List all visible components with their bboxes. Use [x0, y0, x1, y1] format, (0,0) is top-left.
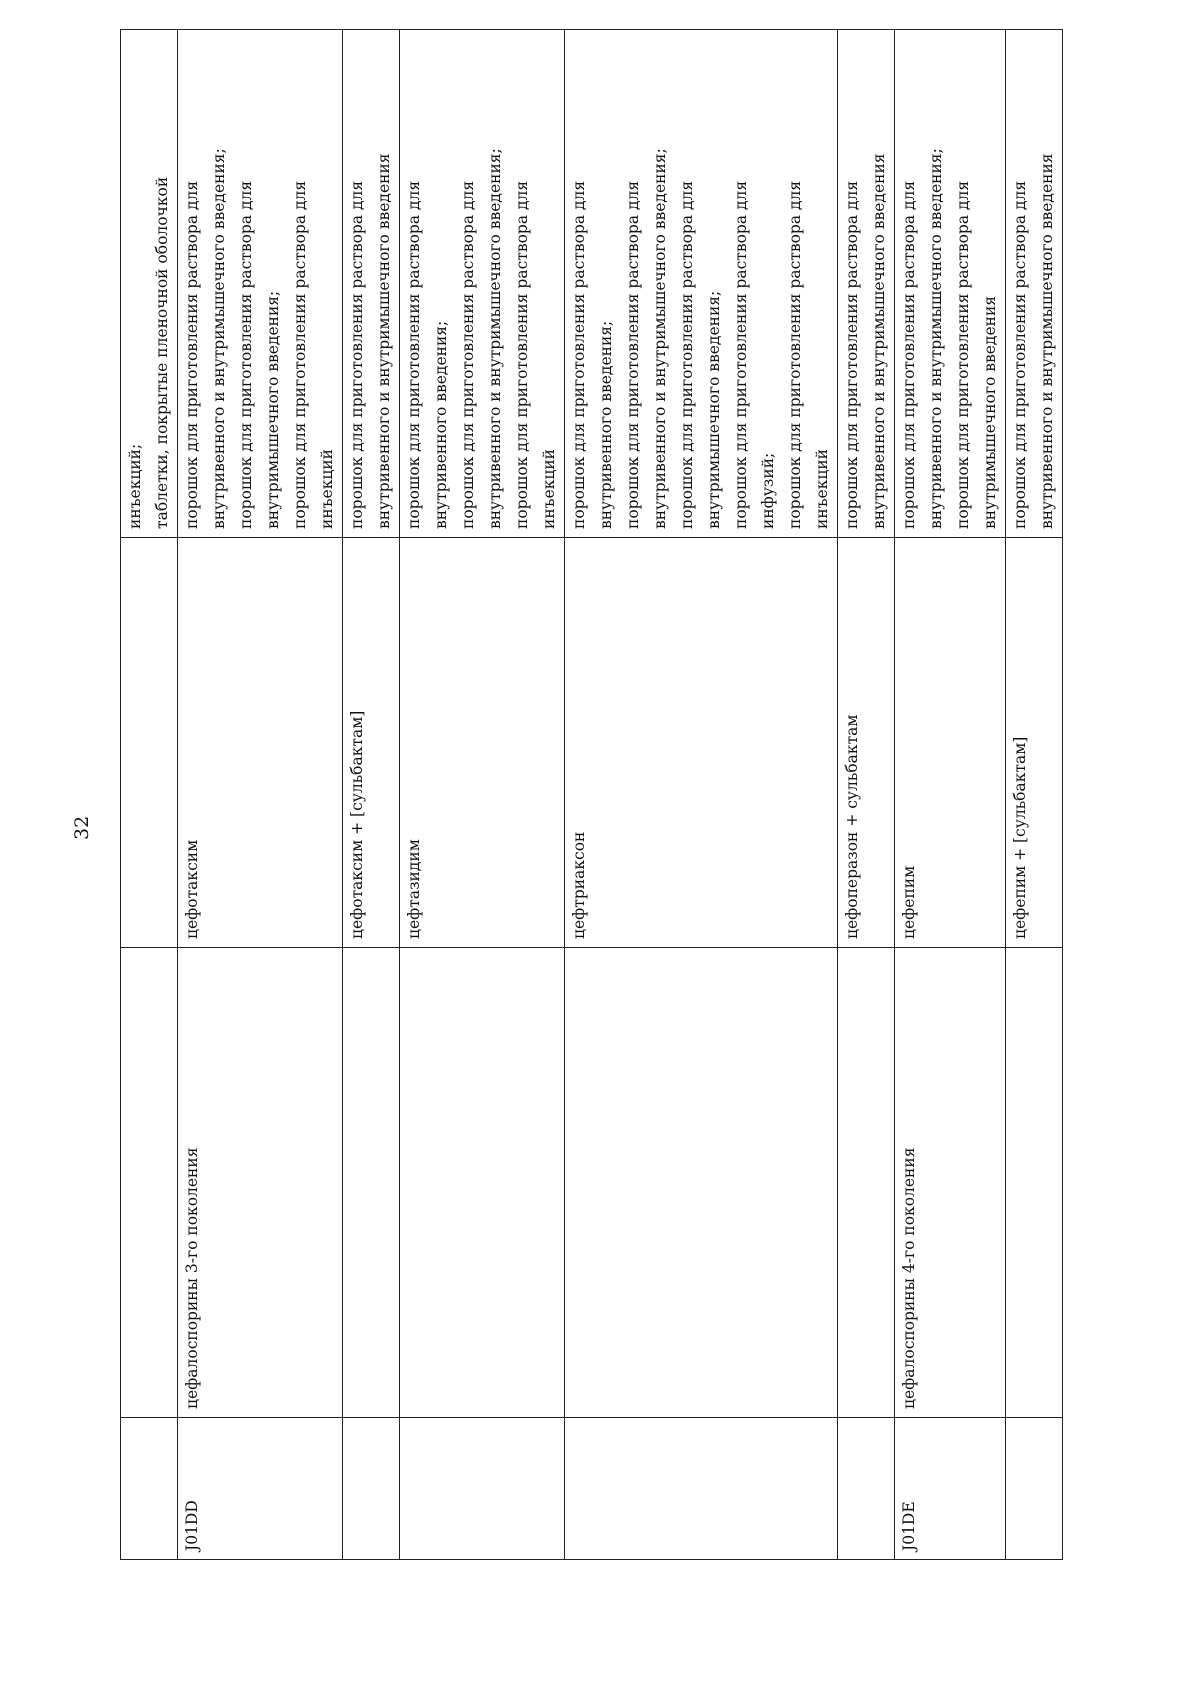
- dosage-form-line: порошок для приготовления раствора для: [786, 180, 804, 529]
- drug-name-text: цефтазидим: [405, 839, 423, 939]
- atc-code-cell: [895, 1418, 1006, 1560]
- table-row: [565, 30, 838, 1560]
- group-name-cell: [565, 948, 838, 1418]
- dosage-form-line: порошок для приготовления раствора для: [624, 180, 642, 529]
- dosage-form-line: внутривенного и внутримышечного введения;: [210, 148, 228, 529]
- drug-name-cell: [895, 538, 1006, 948]
- dosage-form-line: таблетки, покрытые пленочной оболочкой: [153, 176, 171, 529]
- dosage-form-line: порошок для приготовления раствора для: [900, 180, 918, 529]
- dosage-form-cell: [400, 30, 565, 538]
- dosage-form-cell: [178, 30, 343, 538]
- dosage-form-line: внутривенного и внутримышечного введения;: [927, 148, 945, 529]
- dosage-form-line: инфузий;: [759, 452, 777, 529]
- dosage-form-cell: [343, 30, 400, 538]
- group-name-cell: [1006, 948, 1063, 1418]
- dosage-form-line: внутривенного и внутримышечного введения;: [651, 148, 669, 529]
- table-row: [1006, 30, 1063, 1560]
- dosage-form-cell: [1006, 30, 1063, 538]
- medicines-table: [120, 29, 1063, 1560]
- drug-name-cell: [178, 538, 343, 948]
- dosage-form-cell: [838, 30, 895, 538]
- drug-name-text: цефепим + [сульбактам]: [1011, 736, 1029, 939]
- drug-name-text: цефотаксим + [сульбактам]: [348, 710, 366, 939]
- dosage-form-line: внутривенного и внутримышечного введения: [870, 153, 888, 529]
- group-name-cell: [400, 948, 565, 1418]
- dosage-form-line: инъекций: [318, 448, 336, 529]
- page-number: 32: [71, 815, 93, 840]
- dosage-form-line: порошок для приготовления раствора для: [570, 180, 588, 529]
- atc-code-cell: [178, 1418, 343, 1560]
- drug-name-text: цефотаксим: [183, 839, 201, 939]
- group-name-text: цефалоспорины 4-го поколения: [900, 1147, 918, 1409]
- atc-code-cell: [121, 1418, 178, 1560]
- dosage-form-line: внутривенного и внутримышечного введения;: [486, 148, 504, 529]
- drug-name-text: цефоперазон + сульбактам: [843, 714, 861, 939]
- group-name-cell: [895, 948, 1006, 1418]
- dosage-form-line: порошок для приготовления раствора для: [513, 180, 531, 529]
- dosage-form-line: порошок для приготовления раствора для: [291, 180, 309, 529]
- atc-code-cell: [1006, 1418, 1063, 1560]
- dosage-form-line: внутримышечного введения: [981, 295, 999, 529]
- drug-name-cell: [838, 538, 895, 948]
- dosage-form-line: внутривенного введения;: [432, 320, 450, 529]
- dosage-form-cell: [895, 30, 1006, 538]
- drug-name-text: цефепим: [900, 865, 918, 939]
- dosage-form-line: порошок для приготовления раствора для: [183, 180, 201, 529]
- table-row: [121, 30, 178, 1560]
- table-row: [400, 30, 565, 1560]
- atc-code-text: J01DE: [900, 1501, 918, 1551]
- group-name-cell: [838, 948, 895, 1418]
- rotated-page-content: [120, 30, 1070, 1560]
- group-name-cell: [343, 948, 400, 1418]
- drug-name-cell: [565, 538, 838, 948]
- drug-name-cell: [400, 538, 565, 948]
- dosage-form-line: порошок для приготовления раствора для: [348, 180, 366, 529]
- dosage-form-line: порошок для приготовления раствора для: [732, 180, 750, 529]
- drug-name-cell: [343, 538, 400, 948]
- table-row: [178, 30, 343, 1560]
- dosage-form-line: внутримышечного введения;: [264, 290, 282, 529]
- dosage-form-line: порошок для приготовления раствора для: [1011, 180, 1029, 529]
- dosage-form-line: порошок для приготовления раствора для: [405, 180, 423, 529]
- dosage-form-line: порошок для приготовления раствора для: [843, 180, 861, 529]
- dosage-form-line: инъекций;: [126, 443, 144, 529]
- drug-name-text: цефтриаксон: [570, 831, 588, 939]
- drug-name-cell: [1006, 538, 1063, 948]
- table-row: [895, 30, 1006, 1560]
- dosage-form-line: порошок для приготовления раствора для: [954, 180, 972, 529]
- drug-name-cell: [121, 538, 178, 948]
- group-name-text: цефалоспорины 3-го поколения: [183, 1147, 201, 1409]
- dosage-form-line: инъекций: [813, 448, 831, 529]
- atc-code-cell: [343, 1418, 400, 1560]
- dosage-form-line: порошок для приготовления раствора для: [459, 180, 477, 529]
- table-row: [838, 30, 895, 1560]
- dosage-form-line: порошок для приготовления раствора для: [237, 180, 255, 529]
- atc-code-text: J01DD: [183, 1500, 201, 1551]
- dosage-form-line: порошок для приготовления раствора для: [678, 180, 696, 529]
- dosage-form-line: внутримышечного введения;: [705, 290, 723, 529]
- dosage-form-line: внутривенного и внутримышечного введения: [1038, 153, 1056, 529]
- dosage-form-cell: [121, 30, 178, 538]
- dosage-form-line: инъекций: [540, 448, 558, 529]
- dosage-form-line: внутривенного введения;: [597, 320, 615, 529]
- group-name-cell: [121, 948, 178, 1418]
- dosage-form-line: внутривенного и внутримышечного введения: [375, 153, 393, 529]
- atc-code-cell: [400, 1418, 565, 1560]
- dosage-form-cell: [565, 30, 838, 538]
- table-row: [343, 30, 400, 1560]
- group-name-cell: [178, 948, 343, 1418]
- medicines-table-body: [121, 30, 1063, 1560]
- atc-code-cell: [838, 1418, 895, 1560]
- atc-code-cell: [565, 1418, 838, 1560]
